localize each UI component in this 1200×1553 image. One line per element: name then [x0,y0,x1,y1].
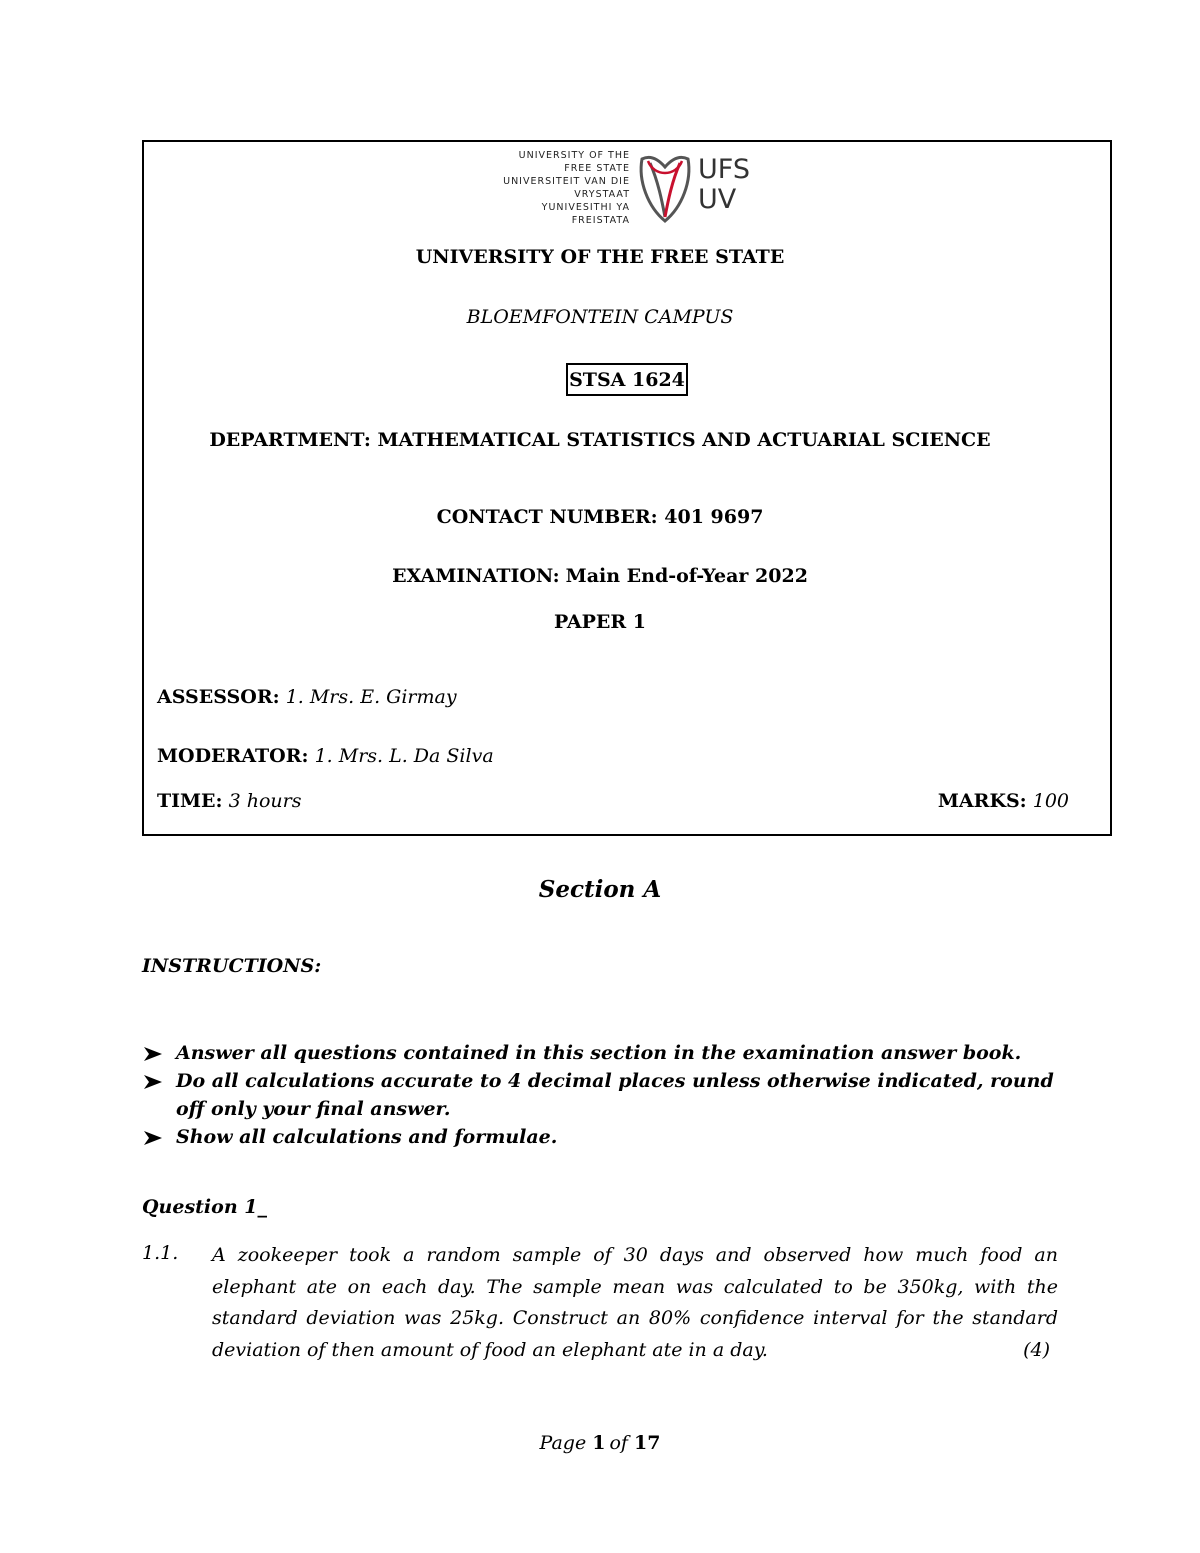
logo-line: UNIVERSITY OF THE [518,150,630,161]
university-name: UNIVERSITY OF THE FREE STATE [415,246,785,268]
campus-name: BLOEMFONTEIN CAMPUS [466,306,734,328]
assessor-label: ASSESSOR: [157,686,280,708]
question-line: standard deviation was 25kg. Construct an 80% confidence interval for the standard [212,1307,1058,1329]
instruction-item-continuation: off only your final answer. [176,1098,451,1120]
question-line: A zookeeper took a random sample of 30 days and observed how much food an [212,1244,1058,1266]
logo-wordmark [490,149,630,227]
question-marks: (4) [1023,1338,1050,1361]
department-name: DEPARTMENT: MATHEMATICAL STATISTICS AND ACTUARIAL SCIENCE [209,429,991,451]
marks-label: MARKS: [937,790,1027,812]
time-label: TIME: [157,790,223,812]
instruction-item: Show all calculations and formulae. [176,1126,558,1148]
arrow-bullet-icon [142,1129,164,1147]
page-word: Page [539,1432,587,1454]
moderator-value: 1. Mrs. L. Da Silva [314,745,494,767]
examination-line [0,565,1200,587]
time-line [157,790,301,812]
question-number: 1.1. [142,1242,179,1264]
ufs-emblem-icon [636,151,694,225]
logo-line: UNIVERSITEIT VAN DIE [503,176,630,187]
marks-value: 100 [1032,790,1069,812]
paper-number: PAPER 1 [553,611,647,633]
logo-line: FREE STATE [564,163,630,174]
marks-line [938,790,1069,812]
section-title: Section A [538,876,662,903]
logo-line: YUNIVESITHI YA [541,202,630,213]
question-line-last [212,1335,1058,1367]
question-text [212,1240,1058,1366]
total-pages: 17 [634,1432,661,1454]
exam-cover-box [142,140,1112,836]
assessor-line [157,686,457,708]
moderator-label: MODERATOR: [157,745,309,767]
moderator-line [157,745,494,767]
page-footer [0,1432,1200,1454]
logo-line: FREISTATA [571,215,630,226]
assessor-value: 1. Mrs. E. Girmay [285,686,457,708]
question-line: elephant ate on each day. The sample mean was calculated to be 350kg, with the [212,1275,1058,1298]
instruction-item: Do all calculations accurate to 4 decimal places unless otherwise indicated, round [176,1070,1054,1092]
logo-line: VRYSTAAT [574,189,630,200]
instruction-item: Answer all questions contained in this section in the examination answer book. [176,1042,1022,1064]
arrow-bullet-icon [142,1045,164,1063]
logo-abbr-ufs: UFS [698,154,750,185]
ufs-logo [490,145,770,227]
of-word: of [609,1432,628,1454]
logo-abbreviation [698,155,750,215]
page-number: 1 [592,1432,606,1454]
time-value: 3 hours [228,790,302,812]
exam-label: EXAMINATION: [392,565,560,587]
logo-abbr-uv: UV [698,184,737,215]
contact-number: CONTACT NUMBER: 401 9697 [436,506,764,528]
instructions-heading: INSTRUCTIONS: [142,955,322,977]
exam-value: Main End-of-Year 2022 [565,565,808,587]
arrow-bullet-icon [142,1073,164,1091]
module-code: STSA 1624 [566,363,688,396]
question-heading-text: Question 1 [142,1196,258,1218]
question-line: deviation of then amount of food an elephant ate in a day. [212,1338,768,1361]
question-heading: Question 1_ [142,1196,267,1218]
